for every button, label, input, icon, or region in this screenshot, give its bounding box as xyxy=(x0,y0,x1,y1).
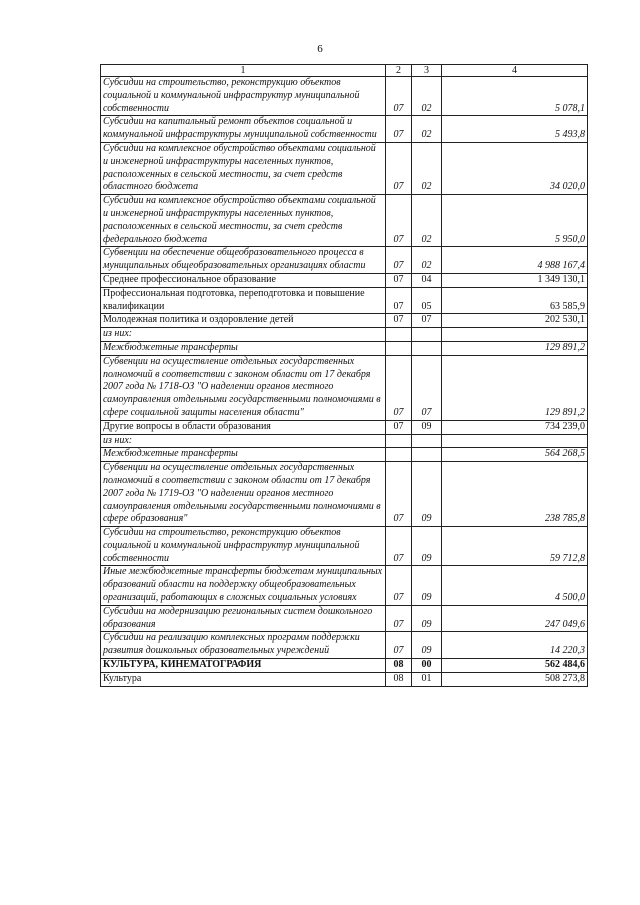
row-subsection-code xyxy=(412,341,442,355)
row-section-code: 07 xyxy=(386,142,412,194)
row-name: Субвенции на осуществление отдельных государственных полномочий в соответствии с законом области от 17 декабря 2007 года № 1719-ОЗ "О наделении органов местного самоуправления отдельными государственными полномочиями в сфере образования" xyxy=(101,462,386,527)
row-subsection-code xyxy=(412,328,442,342)
row-amount: 63 585,9 xyxy=(442,287,588,314)
row-section-code: 07 xyxy=(386,355,412,420)
row-amount: 238 785,8 xyxy=(442,462,588,527)
row-subsection-code: 02 xyxy=(412,142,442,194)
row-amount xyxy=(442,328,588,342)
table-row xyxy=(101,448,588,462)
page-number: 6 xyxy=(317,43,323,55)
row-name: Субсидии на комплексное обустройство объектами социальной и инженерной инфраструктуры населенных пунктов, расположенных в сельской местности, за счет средств федерального бюджета xyxy=(101,195,386,247)
row-subsection-code: 09 xyxy=(412,632,442,659)
row-name: КУЛЬТУРА, КИНЕМАТОГРАФИЯ xyxy=(101,659,386,673)
row-section-code: 07 xyxy=(386,195,412,247)
row-amount xyxy=(442,434,588,448)
table-row xyxy=(101,355,588,420)
table-row xyxy=(101,247,588,274)
row-section-code: 07 xyxy=(386,566,412,605)
row-amount: 564 268,5 xyxy=(442,448,588,462)
column-header-amount: 4 xyxy=(442,65,588,77)
row-section-code: 07 xyxy=(386,273,412,287)
row-amount: 59 712,8 xyxy=(442,527,588,566)
row-subsection-code: 02 xyxy=(412,77,442,116)
row-section-code: 07 xyxy=(386,605,412,632)
table-row xyxy=(101,605,588,632)
column-header-section: 2 xyxy=(386,65,412,77)
row-amount: 562 484,6 xyxy=(442,659,588,673)
row-subsection-code xyxy=(412,434,442,448)
row-name: Межбюджетные трансферты xyxy=(101,341,386,355)
row-section-code xyxy=(386,448,412,462)
row-name: Субсидии на строительство, реконструкцию объектов социальной и коммунальной инфраструктур муниципальной собственности xyxy=(101,527,386,566)
row-name: Субвенции на осуществление отдельных государственных полномочий в соответствии с законом области от 17 декабря 2007 года № 1718-ОЗ "О наделении органов местного самоуправления отдельными государственными полномочиями в сфере социальной защиты населения области" xyxy=(101,355,386,420)
table-row xyxy=(101,420,588,434)
table-row xyxy=(101,566,588,605)
row-section-code: 07 xyxy=(386,77,412,116)
row-name: из них: xyxy=(101,434,386,448)
table-row xyxy=(101,659,588,673)
row-section-code xyxy=(386,328,412,342)
row-subsection-code: 07 xyxy=(412,314,442,328)
table-row xyxy=(101,287,588,314)
row-amount: 4 988 167,4 xyxy=(442,247,588,274)
row-name: Иные межбюджетные трансферты бюджетам муниципальных образований области на поддержку общеобразовательных организаций, работающих в сложных социальных условиях xyxy=(101,566,386,605)
row-section-code: 07 xyxy=(386,247,412,274)
row-amount: 5 078,1 xyxy=(442,77,588,116)
row-name: Субсидии на капитальный ремонт объектов социальной и коммунальной инфраструктуры муниципальной собственности xyxy=(101,116,386,143)
row-subsection-code: 09 xyxy=(412,605,442,632)
row-amount: 734 239,0 xyxy=(442,420,588,434)
row-subsection-code xyxy=(412,448,442,462)
row-amount: 247 049,6 xyxy=(442,605,588,632)
row-subsection-code: 04 xyxy=(412,273,442,287)
row-section-code: 08 xyxy=(386,672,412,686)
row-name: Другие вопросы в области образования xyxy=(101,420,386,434)
row-amount: 4 500,0 xyxy=(442,566,588,605)
table-row xyxy=(101,77,588,116)
row-subsection-code: 02 xyxy=(412,116,442,143)
row-subsection-code: 02 xyxy=(412,247,442,274)
row-section-code: 07 xyxy=(386,314,412,328)
row-amount: 5 950,0 xyxy=(442,195,588,247)
table-row xyxy=(101,328,588,342)
row-subsection-code: 09 xyxy=(412,566,442,605)
row-name: Культура xyxy=(101,672,386,686)
row-name: Субсидии на комплексное обустройство объектами социальной и инженерной инфраструктуры населенных пунктов, расположенных в сельской местности, за счет средств областного бюджета xyxy=(101,142,386,194)
row-section-code xyxy=(386,434,412,448)
row-amount: 202 530,1 xyxy=(442,314,588,328)
row-name: Субсидии на строительство, реконструкцию объектов социальной и коммунальной инфраструктур муниципальной собственности xyxy=(101,77,386,116)
row-subsection-code: 02 xyxy=(412,195,442,247)
row-amount: 129 891,2 xyxy=(442,355,588,420)
row-amount: 1 349 130,1 xyxy=(442,273,588,287)
table-row xyxy=(101,672,588,686)
row-subsection-code: 09 xyxy=(412,462,442,527)
row-section-code: 07 xyxy=(386,420,412,434)
table-row xyxy=(101,434,588,448)
row-section-code xyxy=(386,341,412,355)
row-subsection-code: 00 xyxy=(412,659,442,673)
table-row xyxy=(101,341,588,355)
row-amount: 129 891,2 xyxy=(442,341,588,355)
row-amount: 508 273,8 xyxy=(442,672,588,686)
row-section-code: 07 xyxy=(386,527,412,566)
row-subsection-code: 09 xyxy=(412,420,442,434)
column-header-subsection: 3 xyxy=(412,65,442,77)
row-section-code: 08 xyxy=(386,659,412,673)
row-amount: 34 020,0 xyxy=(442,142,588,194)
table-row xyxy=(101,314,588,328)
table-row xyxy=(101,142,588,194)
row-subsection-code: 01 xyxy=(412,672,442,686)
table-row xyxy=(101,116,588,143)
table-row xyxy=(101,462,588,527)
row-name: Субсидии на реализацию комплексных программ поддержки развития дошкольных образовательных учреждений xyxy=(101,632,386,659)
table-row xyxy=(101,195,588,247)
row-name: Субвенции на обеспечение общеобразовательного процесса в муниципальных общеобразовательных организациях области xyxy=(101,247,386,274)
row-name: из них: xyxy=(101,328,386,342)
row-name: Межбюджетные трансферты xyxy=(101,448,386,462)
row-section-code: 07 xyxy=(386,632,412,659)
row-section-code: 07 xyxy=(386,462,412,527)
table-row xyxy=(101,273,588,287)
column-header-name: 1 xyxy=(101,65,386,77)
budget-table xyxy=(100,64,588,687)
row-name: Молодежная политика и оздоровление детей xyxy=(101,314,386,328)
row-subsection-code: 09 xyxy=(412,527,442,566)
table-row xyxy=(101,632,588,659)
row-section-code: 07 xyxy=(386,116,412,143)
row-name: Профессиональная подготовка, переподготовка и повышение квалификации xyxy=(101,287,386,314)
row-name: Субсидии на модернизацию региональных систем дошкольного образования xyxy=(101,605,386,632)
table-row xyxy=(101,527,588,566)
row-section-code: 07 xyxy=(386,287,412,314)
row-subsection-code: 07 xyxy=(412,355,442,420)
row-amount: 14 220,3 xyxy=(442,632,588,659)
row-amount: 5 493,8 xyxy=(442,116,588,143)
row-subsection-code: 05 xyxy=(412,287,442,314)
table-header-row xyxy=(101,65,588,77)
row-name: Среднее профессиональное образование xyxy=(101,273,386,287)
